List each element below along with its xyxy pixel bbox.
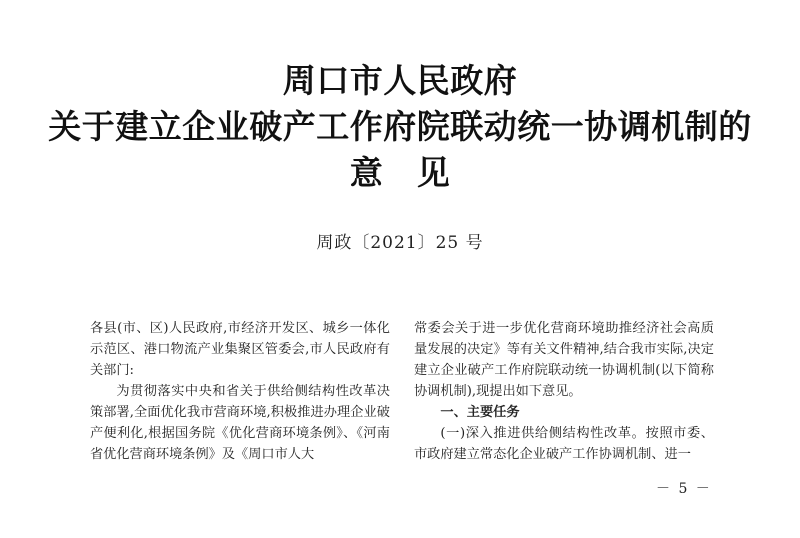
right-column <box>414 318 714 465</box>
title-line-1: 周口市人民政府 <box>282 61 518 100</box>
recipients-paragraph: 各县(市、区)人民政府,市经济开发区、城乡一体化示范区、港口物流产业集聚区管委会,市人民政府有关部门: <box>90 321 390 378</box>
page-number: － 5 － <box>656 481 712 497</box>
section-heading: 一、主要任务 <box>440 405 520 420</box>
continuation-paragraph: 常委会关于进一步优化营商环境助推经济社会高质量发展的决定》等有关文件精神,结合我市实际,决定建立企业破产工作府院联动统一协调机制(以下简称协调机制),现提出如下意见。 <box>414 321 714 399</box>
document-number: 周政〔2021〕25 号 <box>316 233 484 253</box>
title-line-2: 关于建立企业破产工作府院联动统一协调机制的 <box>48 107 752 146</box>
intro-paragraph: 为贯彻落实中央和省关于供给侧结构性改革决策部署,全面优化我市营商环境,积极推进办理企业破产便利化,根据国务院《优化营商环境条例》、《河南省优化营商环境条例》及《周口市人大 <box>90 384 390 462</box>
document-title <box>0 58 800 196</box>
item-1-paragraph: (一)深入推进供给侧结构性改革。按照市委、市政府建立常态化企业破产工作协调机制、进一 <box>414 426 714 462</box>
title-line-3: 意 见 <box>349 153 451 192</box>
left-column <box>90 318 390 465</box>
